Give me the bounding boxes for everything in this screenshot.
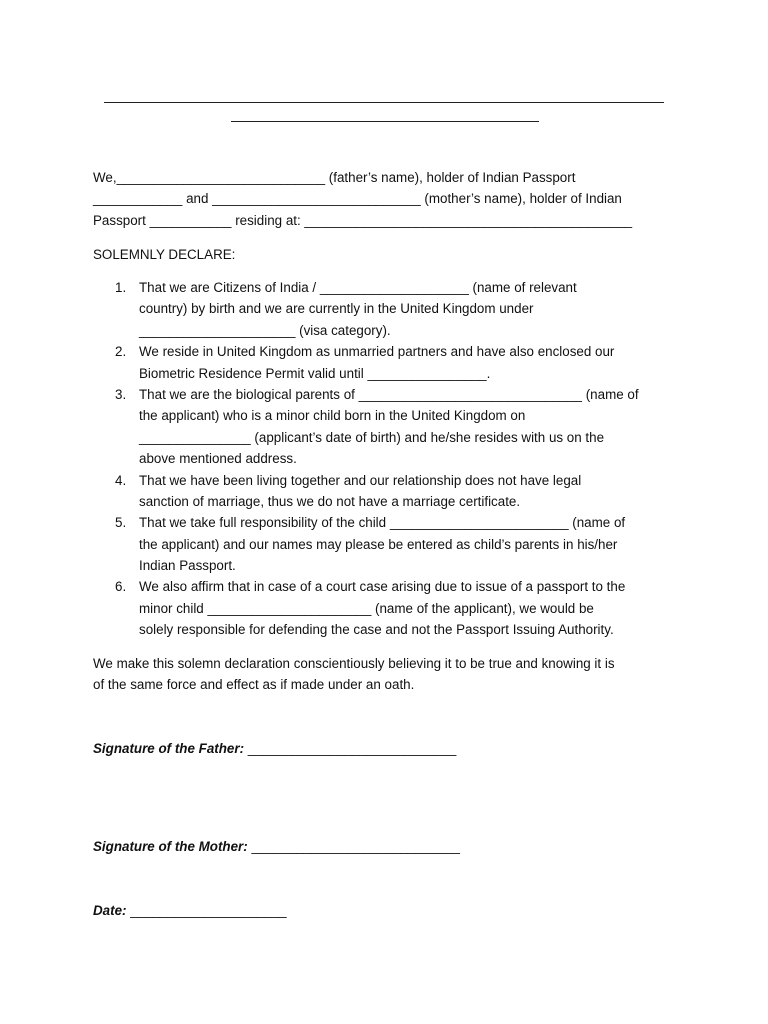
- father-signature-blank[interactable]: ____________________________: [244, 741, 457, 756]
- father-signature-field[interactable]: [93, 738, 456, 759]
- declaration-item-4: [93, 470, 693, 513]
- item-line: _____________________ (visa category).: [139, 322, 391, 338]
- declaration-list: [93, 277, 693, 641]
- intro-paragraph: [93, 167, 683, 231]
- item-line: solely responsible for defending the case and not the Passport Issuing Authority.: [139, 622, 614, 638]
- declaration-item-3: [93, 384, 693, 470]
- declaration-heading: SOLEMNLY DECLARE:: [93, 247, 236, 262]
- item-line: That we are Citizens of India / ____________________ (name of relevant: [139, 280, 577, 295]
- closing-line: of the same force and effect as if made under an oath.: [93, 677, 415, 693]
- date-label: Date:: [93, 903, 127, 918]
- item-line: the applicant) who is a minor child born in the United Kingdom on: [139, 408, 526, 424]
- item-line: Biometric Residence Permit valid until ________________.: [139, 365, 491, 381]
- item-line: _______________ (applicant’s date of birth) and he/she resides with us on the: [139, 429, 605, 445]
- item-number: 6.: [115, 579, 127, 595]
- mother-signature-field[interactable]: [93, 836, 460, 857]
- declaration-item-1: [93, 277, 693, 341]
- item-number: 2.: [115, 344, 127, 360]
- header-rule-line-2: [231, 121, 539, 122]
- declaration-item-2: [93, 341, 693, 384]
- item-line: country) by birth and we are currently in the United Kingdom under: [139, 301, 534, 317]
- item-line: We also affirm that in case of a court case arising due to issue of a passport to the: [139, 579, 626, 595]
- mother-signature-label: Signature of the Mother:: [93, 839, 248, 854]
- closing-paragraph: [93, 653, 683, 696]
- item-number: 3.: [115, 386, 127, 402]
- item-line: minor child ______________________ (name of the applicant), we would be: [139, 600, 594, 616]
- item-line: Indian Passport.: [139, 558, 236, 574]
- intro-line: Passport ___________ residing at: ____________________________________________: [93, 212, 633, 228]
- item-number: 4.: [115, 472, 127, 488]
- closing-line: We make this solemn declaration conscientiously believing it to be true and knowing it is: [93, 656, 615, 671]
- intro-line: ____________ and ____________________________ (mother’s name), holder of Indian: [93, 191, 622, 207]
- header-rule-line-1: [104, 102, 664, 103]
- item-line: above mentioned address.: [139, 451, 297, 467]
- item-line: the applicant) and our names may please be entered as child’s parents in his/her: [139, 536, 618, 552]
- father-signature-label: Signature of the Father:: [93, 741, 245, 756]
- date-blank[interactable]: _____________________: [126, 903, 287, 918]
- item-line: That we take full responsibility of the child ________________________ (name of: [139, 515, 626, 531]
- item-number: 5.: [115, 515, 127, 531]
- item-line: That we have been living together and our relationship does not have legal: [139, 472, 582, 488]
- item-number: 1.: [115, 280, 127, 295]
- date-field[interactable]: [93, 900, 287, 921]
- item-line: We reside in United Kingdom as unmarried partners and have also enclosed our: [139, 344, 615, 360]
- mother-signature-blank[interactable]: ____________________________: [247, 839, 460, 854]
- declaration-item-5: [93, 512, 693, 576]
- item-line: That we are the biological parents of ______________________________ (name of: [139, 386, 639, 402]
- intro-line: We,____________________________ (father’s name), holder of Indian Passport: [93, 170, 576, 185]
- item-line: sanction of marriage, thus we do not have a marriage certificate.: [139, 493, 521, 509]
- declaration-item-6: [93, 576, 693, 640]
